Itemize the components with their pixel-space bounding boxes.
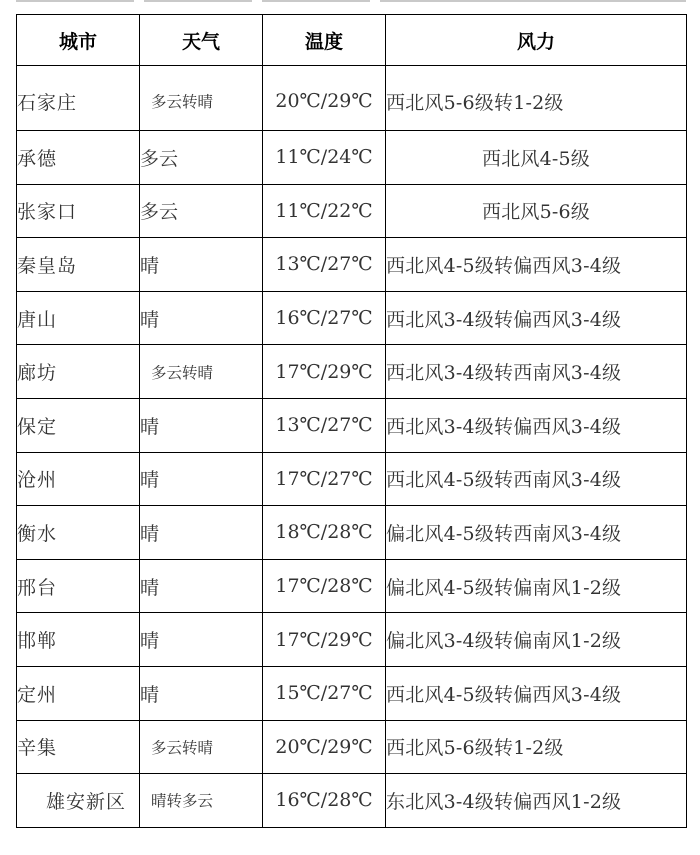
weather-cell: 晴 xyxy=(140,452,263,506)
wind-cell: 偏北风3-4级转偏南风1-2级 xyxy=(386,613,687,667)
table-row xyxy=(17,720,687,774)
weather-cell: 晴 xyxy=(140,398,263,452)
wind-cell: 东北风3-4级转偏西风1-2级 xyxy=(386,774,687,828)
header-temperature: 温度 xyxy=(263,15,386,66)
weather-cell: 多云转晴 xyxy=(140,720,263,774)
wind-cell: 偏北风4-5级转偏南风1-2级 xyxy=(386,559,687,613)
temperature-cell: 17℃/29℃ xyxy=(263,345,386,399)
weather-cell: 多云 xyxy=(140,184,263,238)
table-row xyxy=(17,345,687,399)
weather-cell: 多云 xyxy=(140,131,263,185)
temperature-cell: 18℃/28℃ xyxy=(263,506,386,560)
city-cell: 衡水 xyxy=(17,506,140,560)
wind-cell: 西北风3-4级转西南风3-4级 xyxy=(386,345,687,399)
temperature-cell: 16℃/27℃ xyxy=(263,291,386,345)
header-weather: 天气 xyxy=(140,15,263,66)
weather-table xyxy=(16,14,687,828)
weather-cell: 晴 xyxy=(140,291,263,345)
temperature-cell: 17℃/28℃ xyxy=(263,559,386,613)
wind-cell: 西北风4-5级转偏西风3-4级 xyxy=(386,666,687,720)
city-cell: 石家庄 xyxy=(17,66,140,131)
city-cell: 雄安新区 xyxy=(17,774,140,828)
weather-cell: 晴转多云 xyxy=(140,774,263,828)
wind-cell: 西北风4-5级 xyxy=(386,131,687,185)
table-row xyxy=(17,184,687,238)
temperature-cell: 16℃/28℃ xyxy=(263,774,386,828)
top-divider xyxy=(16,0,686,2)
wind-cell: 西北风5-6级转1-2级 xyxy=(386,720,687,774)
weather-cell: 多云转晴 xyxy=(140,345,263,399)
temperature-cell: 20℃/29℃ xyxy=(263,66,386,131)
header-wind: 风力 xyxy=(386,15,687,66)
city-cell: 辛集 xyxy=(17,720,140,774)
wind-cell: 西北风5-6级转1-2级 xyxy=(386,66,687,131)
city-cell: 沧州 xyxy=(17,452,140,506)
table-row xyxy=(17,238,687,292)
weather-cell: 晴 xyxy=(140,666,263,720)
weather-cell: 晴 xyxy=(140,613,263,667)
city-cell: 定州 xyxy=(17,666,140,720)
wind-cell: 西北风3-4级转偏西风3-4级 xyxy=(386,291,687,345)
city-cell: 邯郸 xyxy=(17,613,140,667)
temperature-cell: 20℃/29℃ xyxy=(263,720,386,774)
city-cell: 邢台 xyxy=(17,559,140,613)
table-row xyxy=(17,559,687,613)
temperature-cell: 11℃/24℃ xyxy=(263,131,386,185)
weather-cell: 多云转晴 xyxy=(140,66,263,131)
temperature-cell: 15℃/27℃ xyxy=(263,666,386,720)
city-cell: 承德 xyxy=(17,131,140,185)
table-row xyxy=(17,506,687,560)
temperature-cell: 17℃/29℃ xyxy=(263,613,386,667)
wind-cell: 偏北风4-5级转西南风3-4级 xyxy=(386,506,687,560)
table-header-row xyxy=(17,15,687,66)
city-cell: 廊坊 xyxy=(17,345,140,399)
table-row xyxy=(17,613,687,667)
wind-cell: 西北风3-4级转偏西风3-4级 xyxy=(386,398,687,452)
weather-cell: 晴 xyxy=(140,559,263,613)
city-cell: 保定 xyxy=(17,398,140,452)
temperature-cell: 13℃/27℃ xyxy=(263,238,386,292)
table-row xyxy=(17,66,687,131)
header-city: 城市 xyxy=(17,15,140,66)
temperature-cell: 17℃/27℃ xyxy=(263,452,386,506)
city-cell: 张家口 xyxy=(17,184,140,238)
temperature-cell: 11℃/22℃ xyxy=(263,184,386,238)
table-row xyxy=(17,452,687,506)
table-row xyxy=(17,398,687,452)
table-row xyxy=(17,291,687,345)
weather-cell: 晴 xyxy=(140,506,263,560)
wind-cell: 西北风5-6级 xyxy=(386,184,687,238)
table-row xyxy=(17,131,687,185)
wind-cell: 西北风4-5级转偏西风3-4级 xyxy=(386,238,687,292)
weather-cell: 晴 xyxy=(140,238,263,292)
city-cell: 唐山 xyxy=(17,291,140,345)
city-cell: 秦皇岛 xyxy=(17,238,140,292)
table-row xyxy=(17,774,687,828)
table-row xyxy=(17,666,687,720)
temperature-cell: 13℃/27℃ xyxy=(263,398,386,452)
wind-cell: 西北风4-5级转西南风3-4级 xyxy=(386,452,687,506)
